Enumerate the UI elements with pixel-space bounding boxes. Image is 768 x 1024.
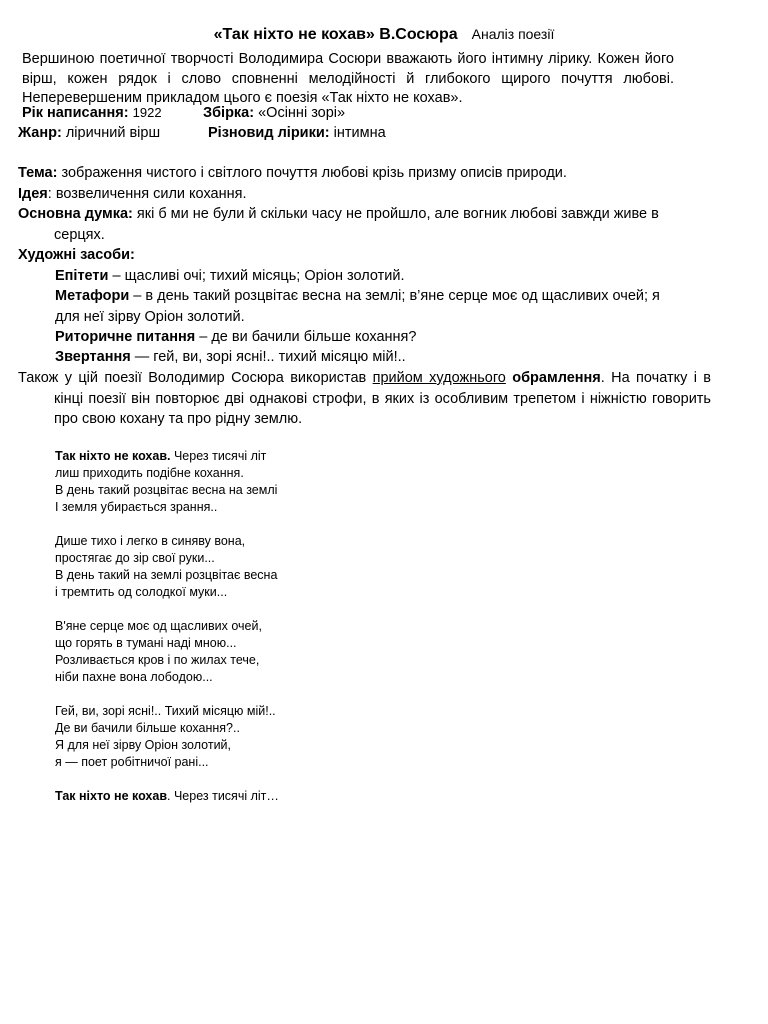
poem-last-line-rest: . Через тисячі літ… [167,789,279,803]
poem-line: Розливається кров і по жилах тече, [55,653,260,667]
poem-stanza-4 [55,703,455,771]
intro-paragraph: Вершиною поетичної творчості Володимира Сосюри вважають його інтимну лірику. Кожен його вірш, кожен рядок і слово сповненні мелодійності й глибокого щирого почуття любові. Неперевершеним прикладом цього є поезія «Так ніхто не кохав». [22,51,674,106]
main-thought-label: Основна думка: [18,206,133,222]
rhetorical-value: – де ви бачили більше кохання? [199,329,417,345]
poem [55,448,455,822]
devices-label: Художні засоби: [18,247,135,263]
poem-line: В день такий на землі розцвітає весна [55,568,278,582]
address-row [55,347,677,368]
poem-line: і тремтить од солодкої муки... [55,585,228,599]
year-row [22,103,162,123]
theme-row [18,163,675,184]
poem-line: Я для неї зірву Оріон золотий, [55,738,232,752]
year-label: Рік написання: [22,105,129,121]
rhetorical-label: Риторичне питання [55,329,196,345]
epithets-label: Епітети [55,268,109,284]
poem-line: що горять в тумані наді мною... [55,636,237,650]
genre-label: Жанр: [18,125,62,141]
year-value: 1922 [132,105,162,120]
theme-value: зображення чистого і світлого почуття любові крізь призму описів природи. [61,165,567,181]
main-thought-value: які б ми не були й скільки часу не пройшло, але вогник любові завжди живе в серцях. [54,206,659,243]
idea-value: : возвеличення сили кохання. [47,186,247,202]
metaphors-value: – в день такий розцвітає весна на землі; в’яне серце моє од щасливих очей; я для неї зірву Оріон золотий. [55,288,660,325]
main-thought-row [18,204,711,245]
idea-row [18,184,675,205]
framing-before: Також у цій поезії Володимир Сосюра використав [18,370,367,386]
devices-heading [18,245,675,266]
poem-line: В день такий розцвітає весна на землі [55,483,278,497]
collection-value: «Осінні зорі» [258,105,346,121]
framing-bold: обрамлення [512,370,601,386]
lyric-type-label: Різновид лірики: [208,125,330,141]
poem-first-line-bold: Так ніхто не кохав. [55,449,171,463]
poem-line: простягає до зір свої руки... [55,551,215,565]
poem-line: Де ви бачили більше кохання?.. [55,721,240,735]
lyric-type-row [208,123,386,143]
epithets-value: – щасливі очі; тихий місяць; Оріон золотий. [112,268,405,284]
address-value: — гей, ви, зорі ясні!.. тихий місяцю мій!.. [134,349,406,365]
poem-stanza-2 [55,533,455,601]
theme-label: Тема: [18,165,58,181]
metaphors-label: Метафори [55,288,130,304]
framing-paragraph [18,368,711,430]
poem-stanza-3 [55,618,455,686]
poem-line: Дише тихо і легко в синяву вона, [55,534,246,548]
poem-line: я — поет робітничої рані... [55,755,209,769]
poem-line: І земля убирається зрання.. [55,500,218,514]
title-main: «Так ніхто не кохав» В.Сосюра [213,26,458,43]
page-title [0,26,768,44]
poem-stanza-1 [55,448,455,516]
idea-label: Ідея [18,186,48,202]
framing-underlined: прийом художнього [372,370,506,386]
poem-line: лиш приходить подібне кохання. [55,466,244,480]
poem-first-line-rest: Через тисячі літ [170,449,267,463]
poem-last-line-bold: Так ніхто не кохав [55,789,168,803]
metaphors-row [55,286,677,327]
poem-line: В'яне серце моє од щасливих очей, [55,619,262,633]
lyric-type-value: інтимна [333,125,386,141]
genre-row [18,123,160,143]
poem-line: Гей, ви, зорі ясні!.. Тихий місяцю мій!.. [55,704,276,718]
genre-value: ліричний вірш [65,125,161,141]
poem-line [55,448,455,465]
collection-label: Збірка: [203,105,255,121]
address-label: Звертання [55,349,131,365]
poem-line: ніби пахне вона лободою... [55,670,213,684]
collection-row [203,103,345,123]
title-subtitle: Аналіз поезії [471,26,555,42]
poem-line [55,788,455,805]
rhetorical-row [55,327,677,348]
epithets-row [55,266,677,287]
framing-after: . На початку і в кінці поезії він повторює дві однакові строфи, в яких із особливим трепетом і ніжністю говорить про свою кохану та про рідну землю. [54,370,711,427]
poem-closing [55,788,455,805]
